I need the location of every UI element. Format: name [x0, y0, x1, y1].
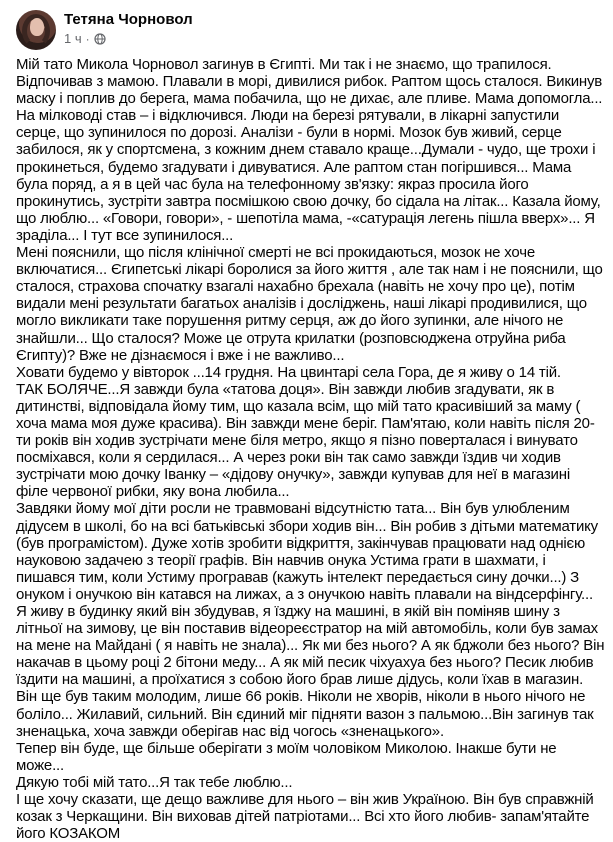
post-paragraph: Я живу в будинку який він збудував, я їзджу на машині, в якій він поміняв шину з літньої на зимову, це він поставив відеореєстратор на мій автомобіль, коли був замах на мене на Майдані ( я навіть не знала)... Як ми без нього? А як бджоли без нього? Він накачав в цьому році 2 бітони меду... А як мій песик чіхуахуа без нього? Песик любив їздити на машині, а проїхатися з собою його брав лише дідусь, коли їхав в магазин.: [16, 603, 605, 689]
post-paragraph: Тепер він буде, ще більше оберігати з моїм чоловіком Миколою. Інакше бути не може...: [16, 739, 557, 774]
post-paragraph: І ще хочу сказати, ще дещо важливе для нього – він жив Україною. Він був справжній козак з Черкащини. Він виховав дітей патріотами... Всі хто його любив- запам'ятайте його КОЗАКОМ: [16, 791, 594, 842]
post-meta: [64, 31, 106, 46]
post-paragraph: ТАК БОЛЯЧЕ...Я завжди була «татова доця». Він завжди любив згадувати, як в дитинстві, відповідала йому тим, що казала всім, що мій тато красивіший за маму ( хоча мама моя дуже красива). Він завжди мене беріг. Пам'ятаю, коли навіть після 20-ти років він ходив зустрічати мене біля метро, якщо я пізно поверталася і винувато посміхався, коли я сердилася... А через роки він так само завжди їздив чи ходив зустрічати мою дочку Іванку – «дідову онучку», завжди купував для неї в магазині філе червоної рибки, яку вона любила...: [16, 380, 595, 501]
avatar[interactable]: [16, 10, 56, 50]
globe-icon[interactable]: [94, 33, 106, 45]
post-paragraph: Мені пояснили, що після клінічної смерті не всі прокидаються, мозок не хоче включатися... Єгипетські лікарі боролися за його життя , але так нам і не пояснили, що сталося, страхова спочатку взагалі нахабно брехала (навіть не хочу про це), потім видали мені результати багатьох аналізів і досліджень, наші лікарі продивилися, що могло викликати таке порушення ритму серця, аж до його зупинки, але нічого не знайшли... Що сталося? Може це отрута крилатки (розповсюджена отруйна риба Єгипту)? Вже не дізнаємося і вже і не важливо...: [16, 244, 603, 364]
post-paragraph: Мій тато Микола Чорновол загинув в Єгипті. Ми так і не знаємо, що трапилося. Відпочивав з мамою. Плавали в морі, дивилися рибок. Раптом щось сталося. Викинув маску і поплив до берега, мама побачила, що не дихає, але пливе. Мама допомогла... На мілководі став – і відключився. Люди на березі рятували, в лікарні запустили серце, що зупинилося по дорозі. Аналізи - були в нормі. Мозок був живий, серце забилося, як у спортсмена, з кожним днем ставало краще...Думали - чудо, ще трохи і прокинеться, будемо згадувати і дивуватися. Але раптом стан погіршився... Мама була поряд, а я в цей час була на телефонному зв'язку: якраз просила його прокинутись, зустріти завтра посмішкою свою дочку, бо сідала на літак... Казала йому, що люблю... «Говори, говори», - шепотіла мама, -«сатурація легень пішла вверх»... Я зраділа... І тут все зупинилося...: [16, 56, 603, 244]
meta-separator: ·: [85, 31, 90, 46]
avatar-face: [30, 18, 44, 36]
post-paragraph: Ховати будемо у вівторок ...14 грудня. На цвинтарі села Гора, де я живу о 14 тій.: [16, 363, 561, 381]
post-paragraph: Дякую тобі мій тато...Я так тебе люблю...: [16, 773, 293, 791]
post-header: [16, 10, 597, 50]
post-timestamp[interactable]: 1 ч: [64, 31, 82, 46]
post-paragraph: Завдяки йому мої діти росли не травмовані відсутністю тата... Він був улюбленим дідусем в школі, бо на всі батьківські збори ходив він... Він робив з дітьми математику (був програмістом). Дуже хотів зробити відкриття, закінчував працювати над однією науковою задачею з теорії графів. Він навчив онука Устима грати в шахмати, і пишався тим, коли Устиму програвав (кажуть інтелект передається сину дочки...) З онуком і онучкою він катався на лижах, а з онучкою навіть плавали на віндсерфінгу...: [16, 500, 598, 603]
post-body-text: [16, 56, 605, 842]
post-paragraph: Він ще був таким молодим, лише 66 років. Ніколи не хворів, ніколи в нього нічого не боліло... Жилавий, сильний. Він єдиний міг підняти вазон з пальмою...Він загинув так зненацька, хоча завжди оберігав нас від чогось «зненацького».: [16, 688, 594, 740]
author-name[interactable]: Тетяна Чорновол: [64, 11, 193, 28]
